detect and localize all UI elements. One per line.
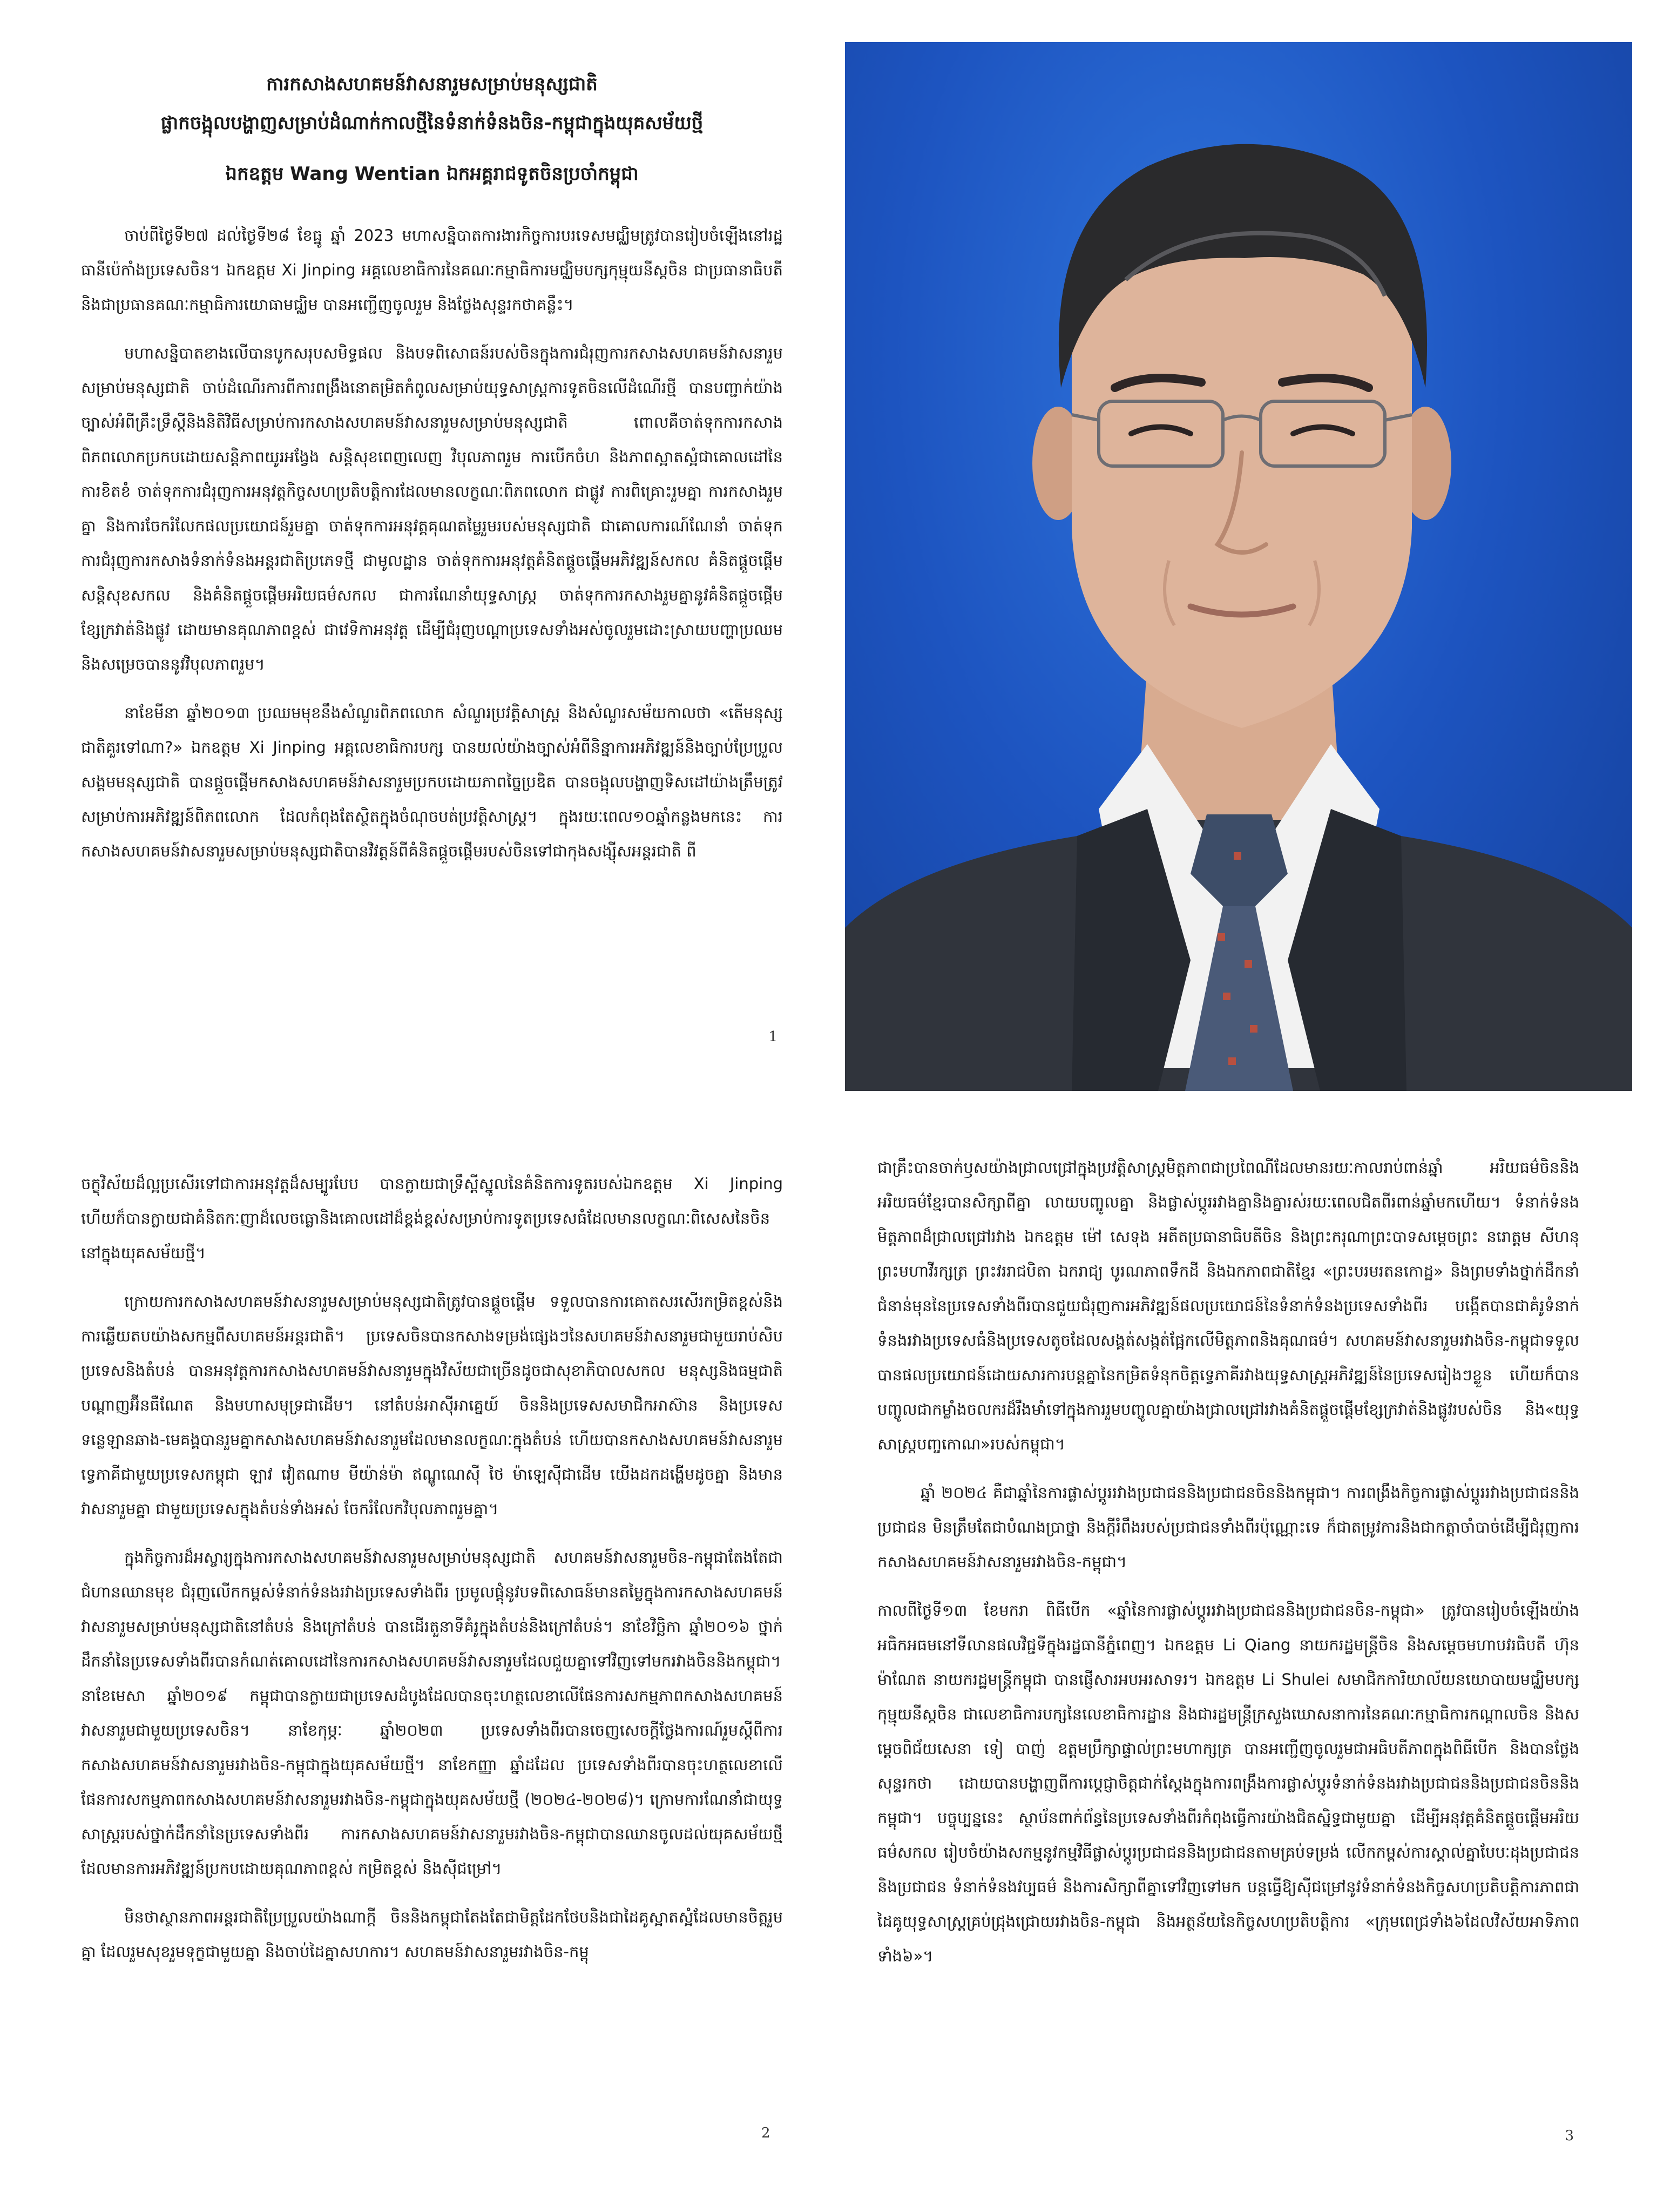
- paragraph: ចក្ខុវិស័យដ៏ល្អប្រសើរទៅជាការអនុវត្តដ៏សម្បូរបែប បានក្លាយជាទ្រឹស្តីស្នូលនៃគំនិតការទូតរបស់ឯកឧត្តម Xi Jinping ហើយក៏បានក្លាយជាគំនិតកៈញាដ៏លេចធ្លោនិងគោលដៅដ៏ខ្ពង់ខ្ពស់សម្រាប់ការទូតប្រទេសធំដែលមានលក្ខណៈពិសេសនៃចិននៅក្នុងយុគសម័យថ្មី។: [81, 1175, 783, 1262]
- title-line-3-author: ឯកឧត្តម Wang Wentian ឯកអគ្គរាជទូតចិនប្រចាំកម្ពុជា: [225, 163, 639, 185]
- page-2: [81, 1166, 783, 2160]
- page-3: [877, 1150, 1579, 2166]
- paragraph: មហាសន្និបាតខាងលើបានបូកសរុបសមិទ្ធផល និងបទពិសោធន៍របស់ចិនក្នុងការជំរុញការកសាងសហគមន៍វាសនារួមសម្រាប់មនុស្សជាតិ ចាប់ដំណើរការពីការពង្រឹងនោតម្រិតកំពូលសម្រាប់យុទ្ធសាស្ត្រការទូតចិនលើដំណើរថ្មី បានបញ្ជាក់យ៉ាងច្បាស់អំពីគ្រឹះទ្រឹស្តីនិងនិតិវិធីសម្រាប់ការកសាងសហគមន៍វាសនារួមសម្រាប់មនុស្សជាតិ ពោលគឺចាត់ទុកការកសាងពិភពលោកប្រកបដោយសន្តិភាពយូរអង្វែង សន្តិសុខពេញលេញ វិបុលភាពរួម ការបើកចំហ និងភាពស្អាតស្អំជាគោលដៅនៃការខិតខំ ចាត់ទុកការជំរុញការអនុវត្តកិច្ចសហប្រតិបត្តិការដែលមានលក្ខណៈពិភពលោក ជាផ្លូវ ការពិគ្រោះរួមគ្នា ការកសាងរួមគ្នា និងការចែករំលែកផលប្រយោជន៍រួមគ្នា ចាត់ទុកការអនុវត្តគុណតម្លៃរួមរបស់មនុស្សជាតិ ជាគោលការណ៍ណែនាំ ចាត់ទុកការជំរុញការកសាងទំនាក់ទំនងអន្តរជាតិប្រភេទថ្មី ជាមូលដ្ឋាន ចាត់ទុកការអនុវត្តគំនិតផ្តួចផ្តើមអភិវឌ្ឍន៍សកល គំនិតផ្តួចផ្តើមសន្តិសុខសកល និងគំនិតផ្តួចផ្តើមអរិយធម៌សកល ជាការណែនាំយុទ្ធសាស្ត្រ ចាត់ទុកការកសាងរួមគ្នានូវគំនិតផ្តួចផ្តើមខ្សែក្រវាត់និងផ្លូវ ដោយមានគុណភាពខ្ពស់ ជាវេទិកាអនុវត្ត ដើម្បីជំរុញបណ្តាប្រទេសទាំងអស់ចូលរួមដោះស្រាយបញ្ហាប្រឈម និងសម្រេចបាននូវវិបុលភាពរួម។: [81, 344, 783, 673]
- page-number: 3: [1565, 2128, 1574, 2144]
- page-1: [81, 65, 783, 1064]
- page-number: 1: [768, 1029, 777, 1045]
- paragraph: កាលពីថ្ងៃទី១៣ ខែមករា ពិធីបើក «ឆ្នាំនៃការផ្លាស់ប្តូររវាងប្រជាជននិងប្រជាជនចិន-កម្ពុជា» ត្រូវបានរៀបចំឡើងយ៉ាងអធិកអធមនៅទីលានផលវិជ្ជទីក្នុងរដ្ឋធានីភ្នំពេញ។ ឯកឧត្តម Li Qiang នាយករដ្ឋមន្ត្រីចិន និងសម្តេចមហាបវរធិបតី ហ៊ុន ម៉ាណែត នាយករដ្ឋមន្ត្រីកម្ពុជា បានផ្ញើសារអបអរសាទរ។ ឯកឧត្តម Li Shulei សមាជិកការិយាល័យនយោបាយមជ្ឈិមបក្សកុម្មុយនីស្តចិន ជាលេខាធិការបក្សនៃលេខាធិការដ្ឋាន និងជារដ្ឋមន្ត្រីក្រសួងឃោសនាការនៃគណៈកម្មាធិការកណ្តាលចិន និងសម្តេចពិជ័យសេនា ទៀ បាញ់ ឧត្តមប្រឹក្សាផ្ទាល់ព្រះមហាក្សត្រ បានអញ្ជើញចូលរួមជាអធិបតីភាពក្នុងពិធីបើក និងបានថ្លែងសុន្ទរកថា ដោយបានបង្ហាញពីការប្តេជ្ញាចិត្តជាក់ស្តែងក្នុងការពង្រឹងការផ្លាស់ប្តូរទំនាក់ទំនងរវាងប្រជាជននិងប្រជាជនចិននិងកម្ពុជា។ បច្ចុប្បន្ននេះ ស្ថាប័នពាក់ព័ន្ធនៃប្រទេសទាំងពីរកំពុងធ្វើការយ៉ាងជិតស្និទ្ធជាមួយគ្នា ដើម្បីអនុវត្តគំនិតផ្តួចផ្តើមអរិយធម៌សកល រៀបចំយ៉ាងសកម្មនូវកម្មវិធីផ្លាស់ប្តូរប្រជាជននិងប្រជាជនតាមគ្រប់ទម្រង់ លើកកម្ពស់ការស្គាល់គ្នាបែបៈដុងប្រជាជននិងប្រជាជន ទំនាក់ទំនងវប្បធម៌ និងការសិក្សាពីគ្នាទៅវិញទៅមក បន្តធ្វើឱ្យស៊ីជម្រៅនូវទំនាក់ទំនងកិច្ចសហប្រតិបត្តិការភាពជាដៃគូយុទ្ធសាស្ត្រគ្រប់ជ្រុងជ្រោយរវាងចិន-កម្ពុជា និងអត្ថន័យនៃកិច្ចសហប្រតិបត្តិការ «ក្រុមពេជ្រទាំង៦ដែលវិស័យអាទិភាពទាំង៦»។: [877, 1601, 1579, 1965]
- title-line-2: ផ្លាកចង្អុលបង្ហាញសម្រាប់ដំណាក់កាលថ្មីនៃទំនាក់ទំនងចិន-កម្ពុជាក្នុងយុគសម័យថ្មី: [160, 112, 704, 134]
- paragraph: ក្នុងកិច្ចការដ៏អស្ចារ្យក្នុងការកសាងសហគមន៍វាសនារួមសម្រាប់មនុស្សជាតិ សហគមន៍វាសនារួមចិន-កម្ពុជាតែងតែជាជំហានឈានមុខ ជំរុញលើកកម្ពស់ទំនាក់ទំនងរវាងប្រទេសទាំងពីរ ប្រមូលផ្តុំនូវបទពិសោធន៍មានតម្លៃក្នុងការកសាងសហគមន៍វាសនារួមសម្រាប់មនុស្សជាតិនៅតំបន់ និងក្រៅតំបន់ បានដើរតួនាទីគំរូក្នុងតំបន់និងក្រៅតំបន់។ នាខែវិច្ឆិកា ឆ្នាំ២០១៦ ថ្នាក់ដឹកនាំនៃប្រទេសទាំងពីរបានកំណត់គោលដៅនៃការកសាងសហគមន៍វាសនារួមដែលជួយគ្នាទៅវិញទៅមករវាងចិននិងកម្ពុជា។ នាខែមេសា ឆ្នាំ២០១៩ កម្ពុជាបានក្លាយជាប្រទេសដំបូងដែលបានចុះហត្ថលេខាលើផែនការសកម្មភាពកសាងសហគមន៍វាសនារួមជាមួយប្រទេសចិន។ នាខែកុម្ភៈ ឆ្នាំ២០២៣ ប្រទេសទាំងពីរបានចេញសេចក្តីថ្លែងការណ៍រួមស្តីពីការកសាងសហគមន៍វាសនារួមរវាងចិន-កម្ពុជាក្នុងយុគសម័យថ្មី។ នាខែកញ្ញា ឆ្នាំដដែល ប្រទេសទាំងពីរបានចុះហត្ថលេខាលើផែនការសកម្មភាពកសាងសហគមន៍វាសនារួមរវាងចិន-កម្ពុជាក្នុងយុគសម័យថ្មី (២០២៤-២០២៨)។ ក្រោមការណែនាំជាយុទ្ធសាស្ត្ររបស់ថ្នាក់ដឹកនាំនៃប្រទេសទាំងពីរ ការកសាងសហគមន៍វាសនារួមរវាងចិន-កម្ពុជាបានឈានចូលដល់យុគសម័យថ្មីដែលមានការអភិវឌ្ឍន៍ប្រកបដោយគុណភាពខ្ពស់ កម្រិតខ្ពស់ និងស៊ីជម្រៅ។: [81, 1548, 783, 1878]
- paragraph: ជាគ្រឹះបានចាក់ឫសយ៉ាងជ្រាលជ្រៅក្នុងប្រវត្តិសាស្ត្រមិត្តភាពជាប្រពៃណីដែលមានរយៈកាលរាប់ពាន់ឆ្នាំ អរិយធម៌ចិននិងអរិយធម៌ខ្មែរបានសិក្សាពីគ្នា លាយបញ្ចូលគ្នា និងផ្លាស់ប្តូររវាងគ្នានិងគ្នារស់រយៈពេលជិតពីរពាន់ឆ្នាំមកហើយ។ ទំនាក់ទំនងមិត្តភាពដ៏ជ្រាលជ្រៅរវាង ឯកឧត្តម ម៉ៅ សេទុង អតីតប្រធានាធិបតីចិន និងព្រះករុណាព្រះបាទសម្តេចព្រះ នរោត្តម សីហនុ ព្រះមហាវីរក្សត្រ ព្រះវររាជបិតា ឯករាជ្យ បូរណភាពទឹកដី និងឯកភាពជាតិខ្មែរ «ព្រះបរមរតនកោដ្ឋ» និងព្រមទាំងថ្នាក់ដឹកនាំជំនាន់មុននៃប្រទេសទាំងពីរបានជួយជំរុញការអភិវឌ្ឍន៍ផលប្រយោជន៍នៃទំនាក់ទំនងប្រទេសទាំងពីរ បង្កើតបានជាគំរូទំនាក់ទំនងរវាងប្រទេសធំនិងប្រទេសតូចដែលសង្គត់សង្កត់ផ្អែកលើមិត្តភាពនិងគុណធម៌។ សហគមន៍វាសនារួមរវាងចិន-កម្ពុជាទទួលបានផលប្រយោជន៍ដោយសារការបន្តគ្នានៃកម្រិតទំនុកចិត្តទ្វេភាគីរវាងយុទ្ធសាស្ត្រអភិវឌ្ឍន៍នៃប្រទេសរៀងៗខ្លួន ហើយក៏បានបញ្ចូលជាកម្លាំងចលករដ៏រឹងមាំទៅក្នុងការរួមបញ្ចូលគ្នាយ៉ាងជ្រាលជ្រៅរវាងគំនិតផ្តួចផ្តើមខ្សែក្រវាត់និងផ្លូវរបស់ចិន និង«យុទ្ធសាស្ត្របញ្ចកោណ»របស់កម្ពុជា។: [877, 1158, 1579, 1453]
- paragraph: ឆ្នាំ ២០២៤ គឺជាឆ្នាំនៃការផ្លាស់ប្តូររវាងប្រជាជននិងប្រជាជនចិននិងកម្ពុជា។ ការពង្រឹងកិច្ចការផ្លាស់ប្តូររវាងប្រជាជននិងប្រជាជន មិនត្រឹមតែជាបំណងប្រាថ្នា និងក្តីរំពឹងរបស់ប្រជាជនទាំងពីរប៉ុណ្ណោះទេ ក៏ជាតម្រូវការនិងជាកត្តាចាំបាច់ដើម្បីជំរុញការកសាងសហគមន៍វាសនារួមរវាងចិន-កម្ពុជា។: [877, 1483, 1579, 1571]
- title-line-1: ការកសាងសហគមន៍វាសនារួមសម្រាប់មនុស្សជាតិ: [266, 73, 598, 95]
- paragraph: ចាប់ពីថ្ងៃទី២៧ ដល់ថ្ងៃទី២៨ ខែធ្នូ ឆ្នាំ 2023 មហាសន្និបាតការងារកិច្ចការបរទេសមជ្ឈិមត្រូវបានរៀបចំឡើងនៅរដ្ឋធានីប៉េកាំងប្រទេសចិន។ ឯកឧត្តម Xi Jinping អគ្គលេខាធិការនៃគណៈកម្មាធិការមជ្ឈិមបក្សកុម្មុយនីស្តចិន ជាប្រធានាធិបតី និងជាប្រធានគណៈកម្មាធិការយោធាមជ្ឈិម បានអញ្ជើញចូលរួម និងថ្លែងសុន្ទរកថាគន្លឹះ។: [81, 226, 783, 314]
- portrait-illustration: [845, 42, 1632, 1091]
- article-title: [81, 65, 783, 193]
- paragraph: នាខែមីនា ឆ្នាំ២០១៣ ប្រឈមមុខនឹងសំណួរពិភពលោក សំណួរប្រវត្តិសាស្ត្រ និងសំណួរសម័យកាលថា «តើមនុស្សជាតិគួរទៅណា?» ឯកឧត្តម Xi Jinping អគ្គលេខាធិការបក្ស បានយល់យ៉ាងច្បាស់អំពីនិន្នាការអភិវឌ្ឍន៍និងច្បាប់ប្រែប្រួលសង្គមមនុស្សជាតិ បានផ្តួចផ្តើមកសាងសហគមន៍វាសនារួមប្រកបដោយភាពច្នៃប្រឌិត បានចង្អុលបង្ហាញទិសដៅយ៉ាងត្រឹមត្រូវសម្រាប់ការអភិវឌ្ឍន៍ពិភពលោក ដែលកំពុងតែស្ថិតក្នុងចំណុចបត់ប្រវត្តិសាស្ត្រ។ ក្នុងរយៈពេល១០ឆ្នាំកន្លងមកនេះ ការកសាងសហគមន៍វាសនារួមសម្រាប់មនុស្សជាតិបានវិវត្តន៍ពីគំនិតផ្តួចផ្តើមរបស់ចិនទៅជាកុងសង្ស៊ីសអន្តរជាតិ ពី: [81, 704, 783, 860]
- paragraph: ក្រោយការកសាងសហគមន៍វាសនារួមសម្រាប់មនុស្សជាតិត្រូវបានផ្តួចផ្តើម ទទួលបានការគោតសរសើរកម្រិតខ្ពស់និងការឆ្លើយតបយ៉ាងសកម្មពីសហគមន៍អន្តរជាតិ។ ប្រទេសចិនបានកសាងទម្រង់ផ្សេងៗនៃសហគមន៍វាសនារួមជាមួយរាប់សិបប្រទេសនិងតំបន់ បានអនុវត្តការកសាងសហគមន៍វាសនារួមក្នុងវិស័យជាច្រើនដូចជាសុខាភិបាលសកល មនុស្សនិងធម្មជាតិ បណ្តាញអ៊ីនធឺណែត និងមហាសមុទ្រជាដើម។ នៅតំបន់អាស៊ីអាគ្នេយ៍ ចិននិងប្រទេសសមាជិកអាស៊ាន និងប្រទេសទន្លេឡានឆាង-មេគង្គបានរួមគ្នាកសាងសហគមន៍វាសនារួមដែលមានលក្ខណៈក្នុងតំបន់ ហើយបានកសាងសហគមន៍វាសនារួមទ្វេភាគីជាមួយប្រទេសកម្ពុជា ឡាវ វៀតណាម មីយ៉ាន់ម៉ា ឥណ្ឌូណេស៊ី ថៃ ម៉ាឡេស៊ីជាដើម យើងដកដង្ហើមដូចគ្នា និងមានវាសនារួមគ្នា ជាមួយប្រទេសក្នុងតំបន់ទាំងអស់ ចែករំលែកវិបុលភាពរួមគ្នា។: [81, 1292, 783, 1518]
- paragraph: មិនថាស្ថានភាពអន្តរជាតិប្រែប្រួលយ៉ាងណាក្តី ចិននិងកម្ពុជាតែងតែជាមិត្តដែកថែបនិងជាដៃគូស្អាតស្អំដែលមានចិត្តរួមគ្នា ដែលរួមសុខរួមទុក្ខជាមួយគ្នា និងចាប់ដៃគ្នាសហការ។ សហគមន៍វាសនារួមរវាងចិន-កម្ពុ: [81, 1908, 783, 1961]
- ambassador-portrait-photo: [845, 42, 1632, 1091]
- page-number: 2: [761, 2125, 770, 2141]
